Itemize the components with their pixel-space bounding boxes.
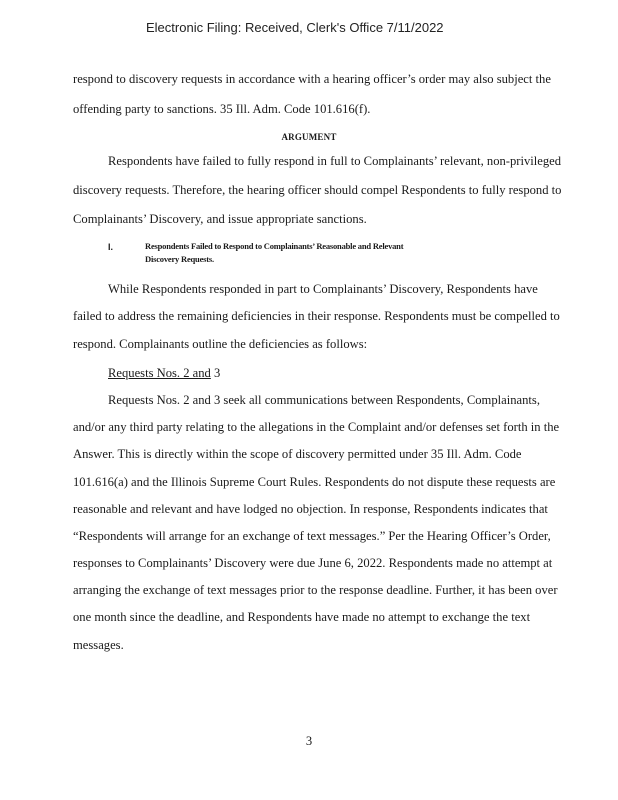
intro-line-1: respond to discovery requests in accordance with a hearing officer’s order may also subject the [73, 72, 551, 86]
requests-heading [108, 365, 220, 381]
argument-para-line-2: discovery requests. Therefore, the hearing officer should compel Respondents to fully respond to [73, 183, 562, 197]
subheading-line-1: Respondents Failed to Respond to Complainants’ Reasonable and Relevant [145, 241, 404, 251]
para3-line-8: arranging the exchange of text messages prior to the response deadline. Further, it has been over [73, 583, 558, 597]
para3-line-6: “Respondents will arrange for an exchange of text messages.” Per the Hearing Officer’s Order, [73, 529, 551, 543]
argument-para-line-1: Respondents have failed to fully respond in full to Complainants’ relevant, non-privileged [108, 154, 562, 168]
requests-heading-rest: 3 [210, 366, 221, 380]
para3-line-3: Answer. This is directly within the scope of discovery permitted under 35 Ill. Adm. Code [73, 447, 522, 461]
para3-line-4: 101.616(a) and the Illinois Supreme Court Rules. Respondents do not dispute these requests are [73, 475, 556, 489]
para2-line-1: While Respondents responded in part to Complainants’ Discovery, Respondents have [108, 282, 538, 296]
para3-line-9: one month since the deadline, and Respondents have made no attempt to exchange the text [73, 610, 531, 624]
para3-line-1: Requests Nos. 2 and 3 seek all communications between Respondents, Complainants, [108, 393, 540, 407]
argument-para-line-3: Complainants’ Discovery, and issue appropriate sanctions. [73, 212, 367, 226]
para3-line-10: messages. [73, 638, 124, 652]
subheading-number: I. [108, 242, 114, 252]
argument-heading: ARGUMENT [281, 132, 337, 142]
page-number: 3 [305, 734, 313, 748]
para2-line-2: failed to address the remaining deficiencies in their response. Respondents must be compelled to [73, 309, 560, 323]
subheading-line-2: Discovery Requests. [145, 254, 214, 264]
intro-line-2: offending party to sanctions. 35 Ill. Adm. Code 101.616(f). [73, 102, 371, 116]
filing-stamp: Electronic Filing: Received, Clerk's Office 7/11/2022 [146, 20, 444, 35]
para3-line-5: reasonable and relevant and have lodged no objection. In response, Respondents indicates that [73, 502, 548, 516]
para3-line-7: responses to Complainants’ Discovery were due June 6, 2022. Respondents made no attempt at [73, 556, 553, 570]
para2-line-3: respond. Complainants outline the deficiencies as follows: [73, 337, 368, 351]
requests-heading-underlined: Requests Nos. 2 and [108, 366, 211, 380]
para3-line-2: and/or any third party relating to the allegations in the Complaint and/or defenses set forth in the [73, 420, 560, 434]
